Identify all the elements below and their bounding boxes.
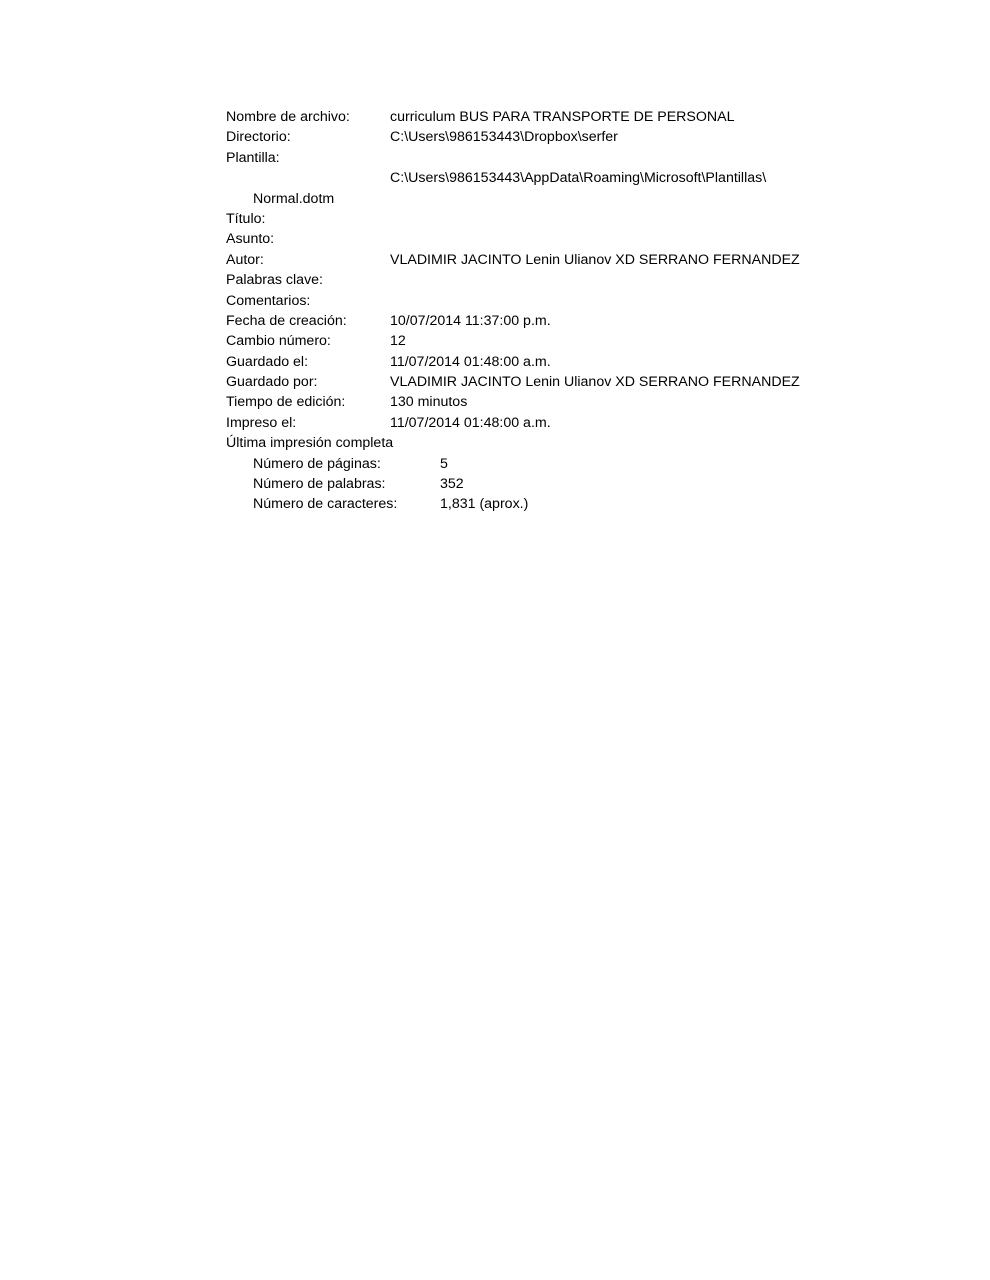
author-label: Autor: — [226, 251, 264, 268]
property-row-saved-by — [226, 372, 846, 392]
edit-time-label: Tiempo de edición: — [226, 394, 346, 411]
property-row-template-path — [226, 168, 846, 188]
revision-value: 12 — [390, 333, 406, 350]
template-file-value: Normal.dotm — [253, 190, 335, 207]
property-row-printed-on — [226, 413, 846, 433]
author-value: VLADIMIR JACINTO Lenin Ulianov XD SERRANO FERNANDEZ — [390, 251, 800, 268]
filename-value: curriculum BUS PARA TRANSPORTE DE PERSONAL — [390, 109, 735, 125]
characters-label: Número de caracteres: — [253, 496, 398, 513]
stat-row-characters — [226, 494, 846, 514]
edit-time-value: 130 minutos — [390, 394, 468, 411]
characters-value: 1,831 (aprox.) — [440, 496, 529, 513]
stat-row-words — [226, 474, 846, 494]
saved-by-label: Guardado por: — [226, 374, 318, 391]
saved-on-label: Guardado el: — [226, 353, 309, 370]
created-label: Fecha de creación: — [226, 312, 347, 329]
title-label: Título: — [226, 210, 266, 227]
pages-label: Número de páginas: — [253, 455, 381, 472]
last-print-heading: Última impresión completa — [226, 435, 394, 452]
revision-label: Cambio número: — [226, 333, 331, 350]
property-row-saved-on — [226, 352, 846, 372]
directory-value: C:\Users\986153443\Dropbox\serfer — [390, 129, 618, 146]
property-row-title — [226, 209, 846, 229]
document-properties — [226, 107, 846, 515]
property-row-keywords — [226, 270, 846, 290]
template-label: Plantilla: — [226, 149, 280, 166]
stat-row-pages — [226, 454, 846, 474]
subject-label: Asunto: — [226, 231, 275, 248]
property-row-author — [226, 250, 846, 270]
words-label: Número de palabras: — [253, 476, 386, 493]
pages-value: 5 — [440, 455, 448, 472]
comments-label: Comentarios: — [226, 292, 311, 309]
property-row-revision — [226, 331, 846, 351]
saved-on-value: 11/07/2014 01:48:00 a.m. — [390, 353, 551, 370]
directory-label: Directorio: — [226, 129, 291, 146]
template-path-value: C:\Users\986153443\AppData\Roaming\Microsoft\Plantillas\ — [390, 170, 767, 187]
property-row-subject — [226, 229, 846, 249]
saved-by-value: VLADIMIR JACINTO Lenin Ulianov XD SERRANO FERNANDEZ — [390, 374, 800, 391]
printed-on-value: 11/07/2014 01:48:00 a.m. — [390, 414, 551, 431]
filename-label: Nombre de archivo: — [226, 109, 350, 125]
keywords-label: Palabras clave: — [226, 272, 323, 289]
property-row-comments — [226, 291, 846, 311]
property-row-filename — [226, 107, 846, 127]
property-row-created — [226, 311, 846, 331]
last-print-heading-row — [226, 433, 846, 453]
property-row-template-file — [226, 189, 846, 209]
property-row-directory — [226, 127, 846, 147]
created-value: 10/07/2014 11:37:00 p.m. — [390, 312, 551, 329]
property-row-template — [226, 148, 846, 168]
property-row-edit-time — [226, 392, 846, 412]
words-value: 352 — [440, 476, 464, 493]
printed-on-label: Impreso el: — [226, 414, 297, 431]
